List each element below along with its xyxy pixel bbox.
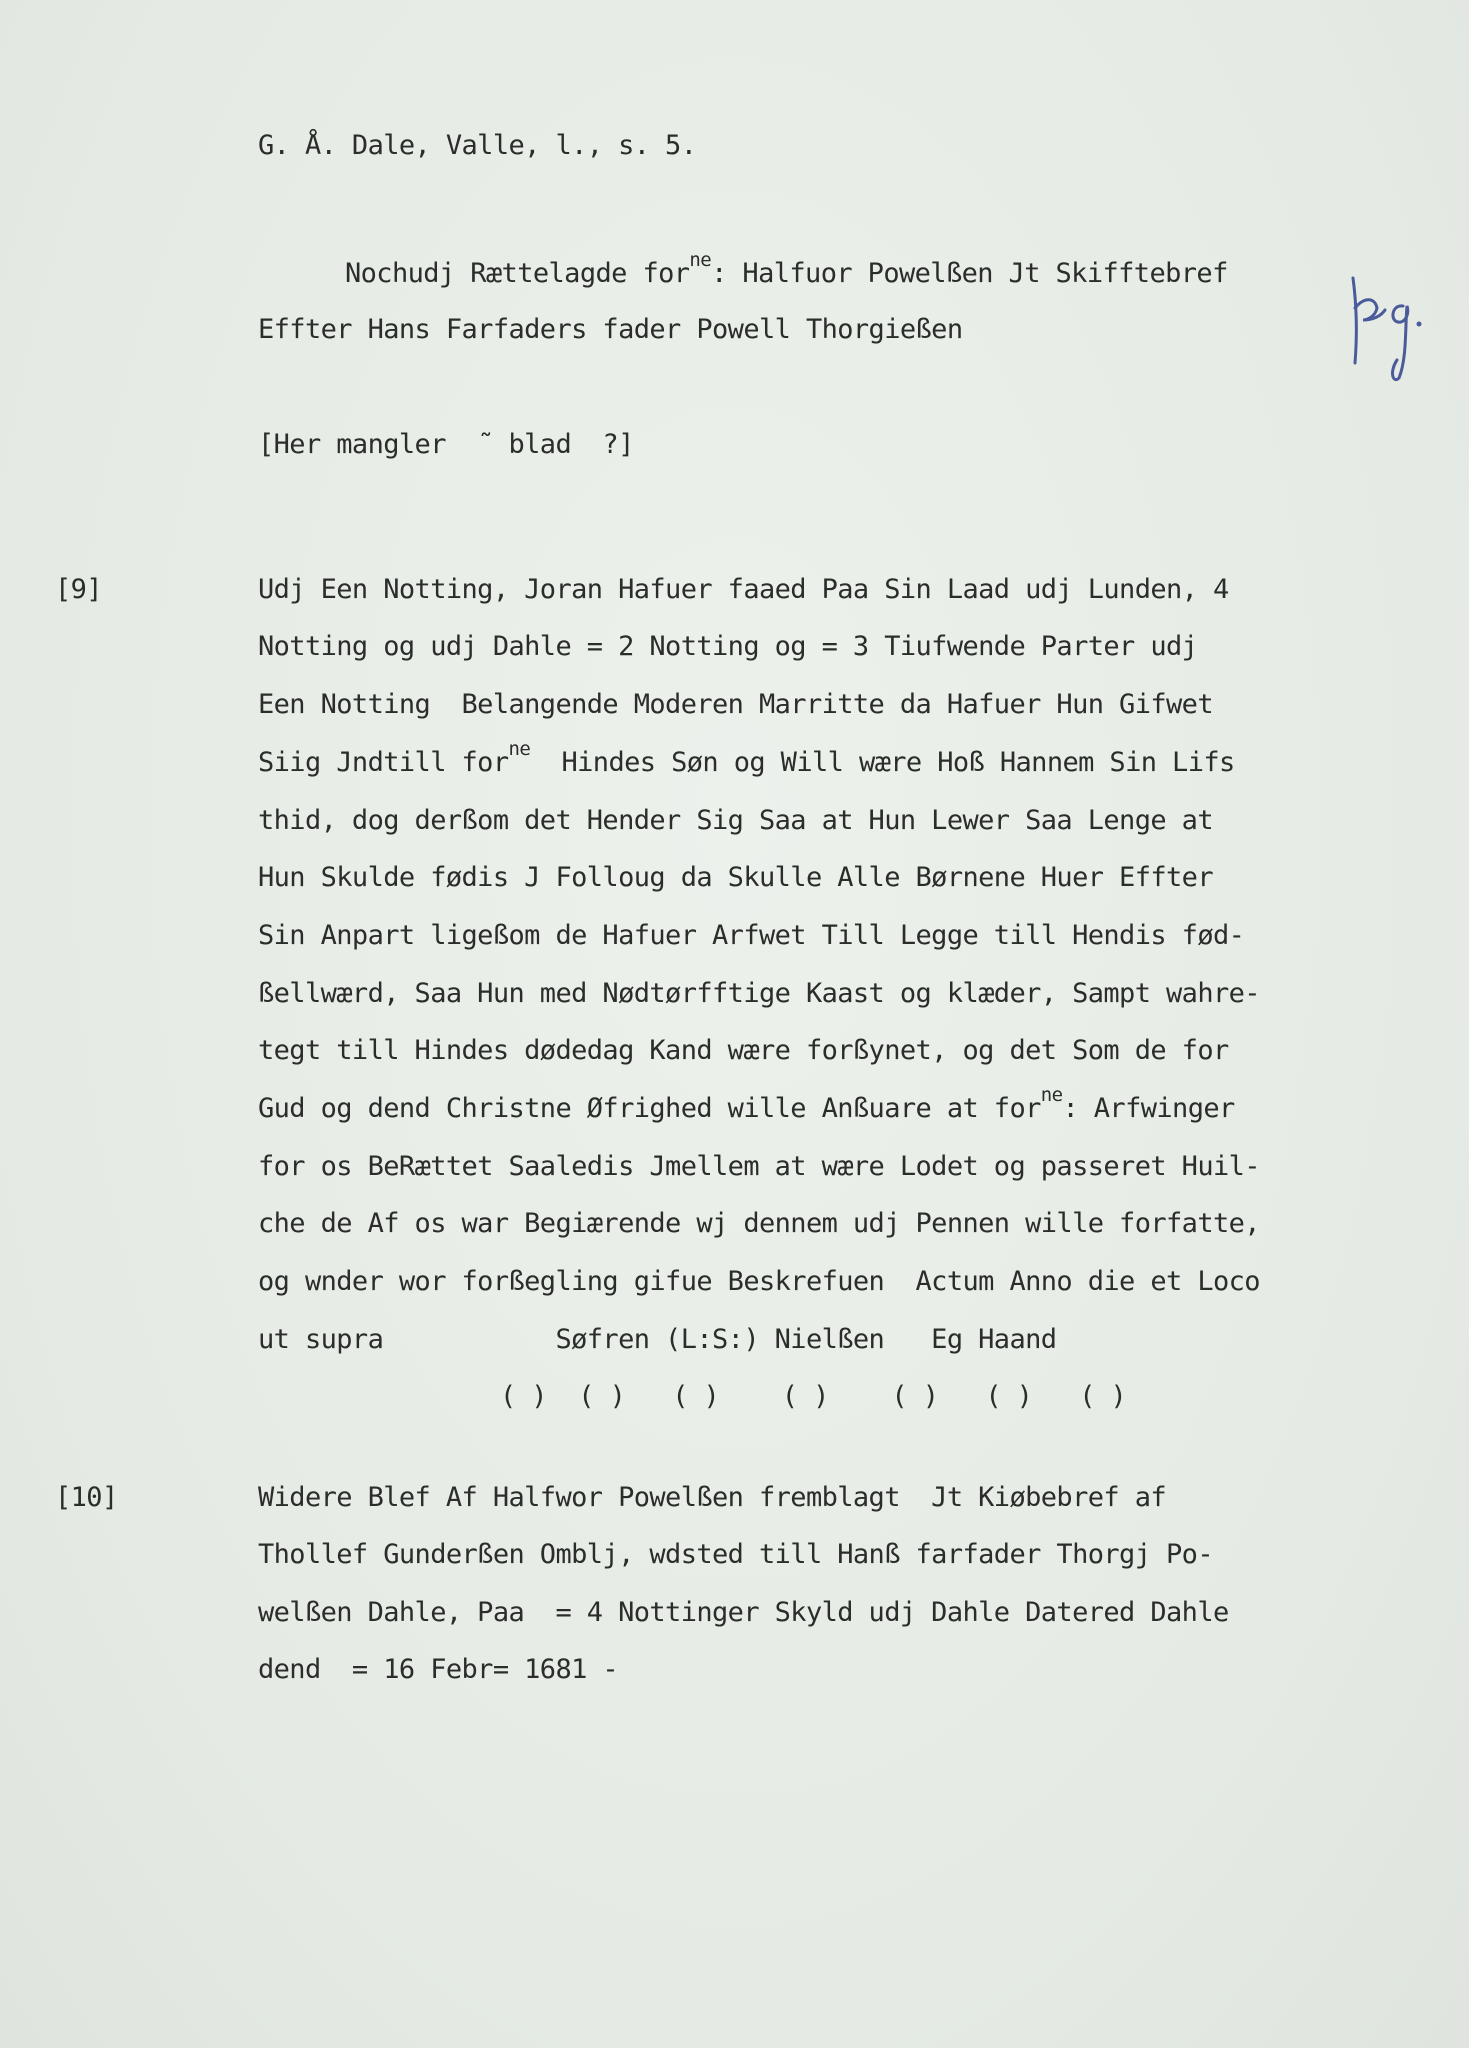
section9-line: Hun Skulde fødis J Folloug da Skulle Alle Børnene Huer Effter (258, 862, 1213, 893)
seals-line: ( ) ( ) ( ) ( ) ( ) ( ) ( ) (500, 1381, 1127, 1412)
section9-line: che de Af os war Begiærende wj dennem udj Pennen wille forfatte, (258, 1208, 1260, 1239)
intro-superscript: ne (689, 249, 712, 271)
section-marker-9: [9] (55, 574, 102, 605)
section9-line: tegt till Hindes dødedag Kand wære forßynet, og det Som de for (258, 1035, 1229, 1066)
section9-superscript: ne (508, 738, 531, 760)
missing-leaf-note: [Her mangler ̃ blad ?] (258, 429, 634, 460)
intro-line-1-text: Nochudj Rættelagde for (345, 258, 690, 289)
handwritten-annotation (1345, 268, 1425, 388)
section9-line: for os BeRættet Saaledis Jmellem at wære Lodet og passeret Huil- (258, 1151, 1260, 1182)
section10-line: Thollef Gunderßen Omblj, wdsted till Hanß farfader Thorgj Po- (258, 1539, 1213, 1570)
section9-line (258, 738, 1235, 778)
section9-line (258, 1084, 1235, 1124)
section9-line: Notting og udj Dahle = 2 Notting og = 3 Tiufwende Parter udj (258, 631, 1198, 662)
section9-line-10-text: Gud og dend Christne Øfrighed wille Anßuare at for (258, 1093, 1041, 1124)
intro-line-2: Effter Hans Farfaders fader Powell Thorgießen (258, 314, 963, 345)
signature-line: ut supra Søfren (L:S:) Nielßen Eg Haand (258, 1324, 1057, 1355)
section9-line: Sin Anpart ligeßom de Hafuer Arfwet Till Legge till Hendis fød- (258, 920, 1245, 951)
section9-line: ßellwærd, Saa Hun med Nødtørfftige Kaast og klæder, Sampt wahre- (258, 978, 1260, 1009)
section9-line: thid, dog derßom det Hender Sig Saa at Hun Lewer Saa Lenge at (258, 805, 1213, 836)
section9-line-4-text: Siig Jndtill for (258, 747, 509, 778)
handwritten-annotation-text: Reg. (1345, 268, 1348, 269)
intro-line-1-rest: : Halfuor Powelßen Jt Skifftebref (711, 258, 1228, 289)
section9-line-4-rest: Hindes Søn og Will wære Hoß Hannem Sin Lifs (530, 747, 1235, 778)
section9-line: og wnder wor forßegling gifue Beskrefuen Actum Anno die et Loco (258, 1266, 1260, 1297)
section10-line: Widere Blef Af Halfwor Powelßen fremblagt Jt Kiøbebref af (258, 1482, 1167, 1513)
section9-line-10-rest: : Arfwinger (1062, 1093, 1235, 1124)
section-marker-10: [10] (55, 1482, 118, 1513)
intro-line-1 (345, 249, 1228, 289)
section10-line: welßen Dahle, Paa = 4 Nottinger Skyld udj Dahle Datered Dahle (258, 1597, 1229, 1628)
section9-superscript: ne (1040, 1084, 1063, 1106)
section10-line: dend = 16 Febr= 1681 - (258, 1654, 619, 1685)
document-header: G. Å. Dale, Valle, l., s. 5. (258, 130, 697, 161)
section9-line: Een Notting Belangende Moderen Marritte da Hafuer Hun Gifwet (258, 689, 1213, 720)
section9-line: Udj Een Notting, Joran Hafuer faaed Paa Sin Laad udj Lunden, 4 (258, 574, 1229, 605)
